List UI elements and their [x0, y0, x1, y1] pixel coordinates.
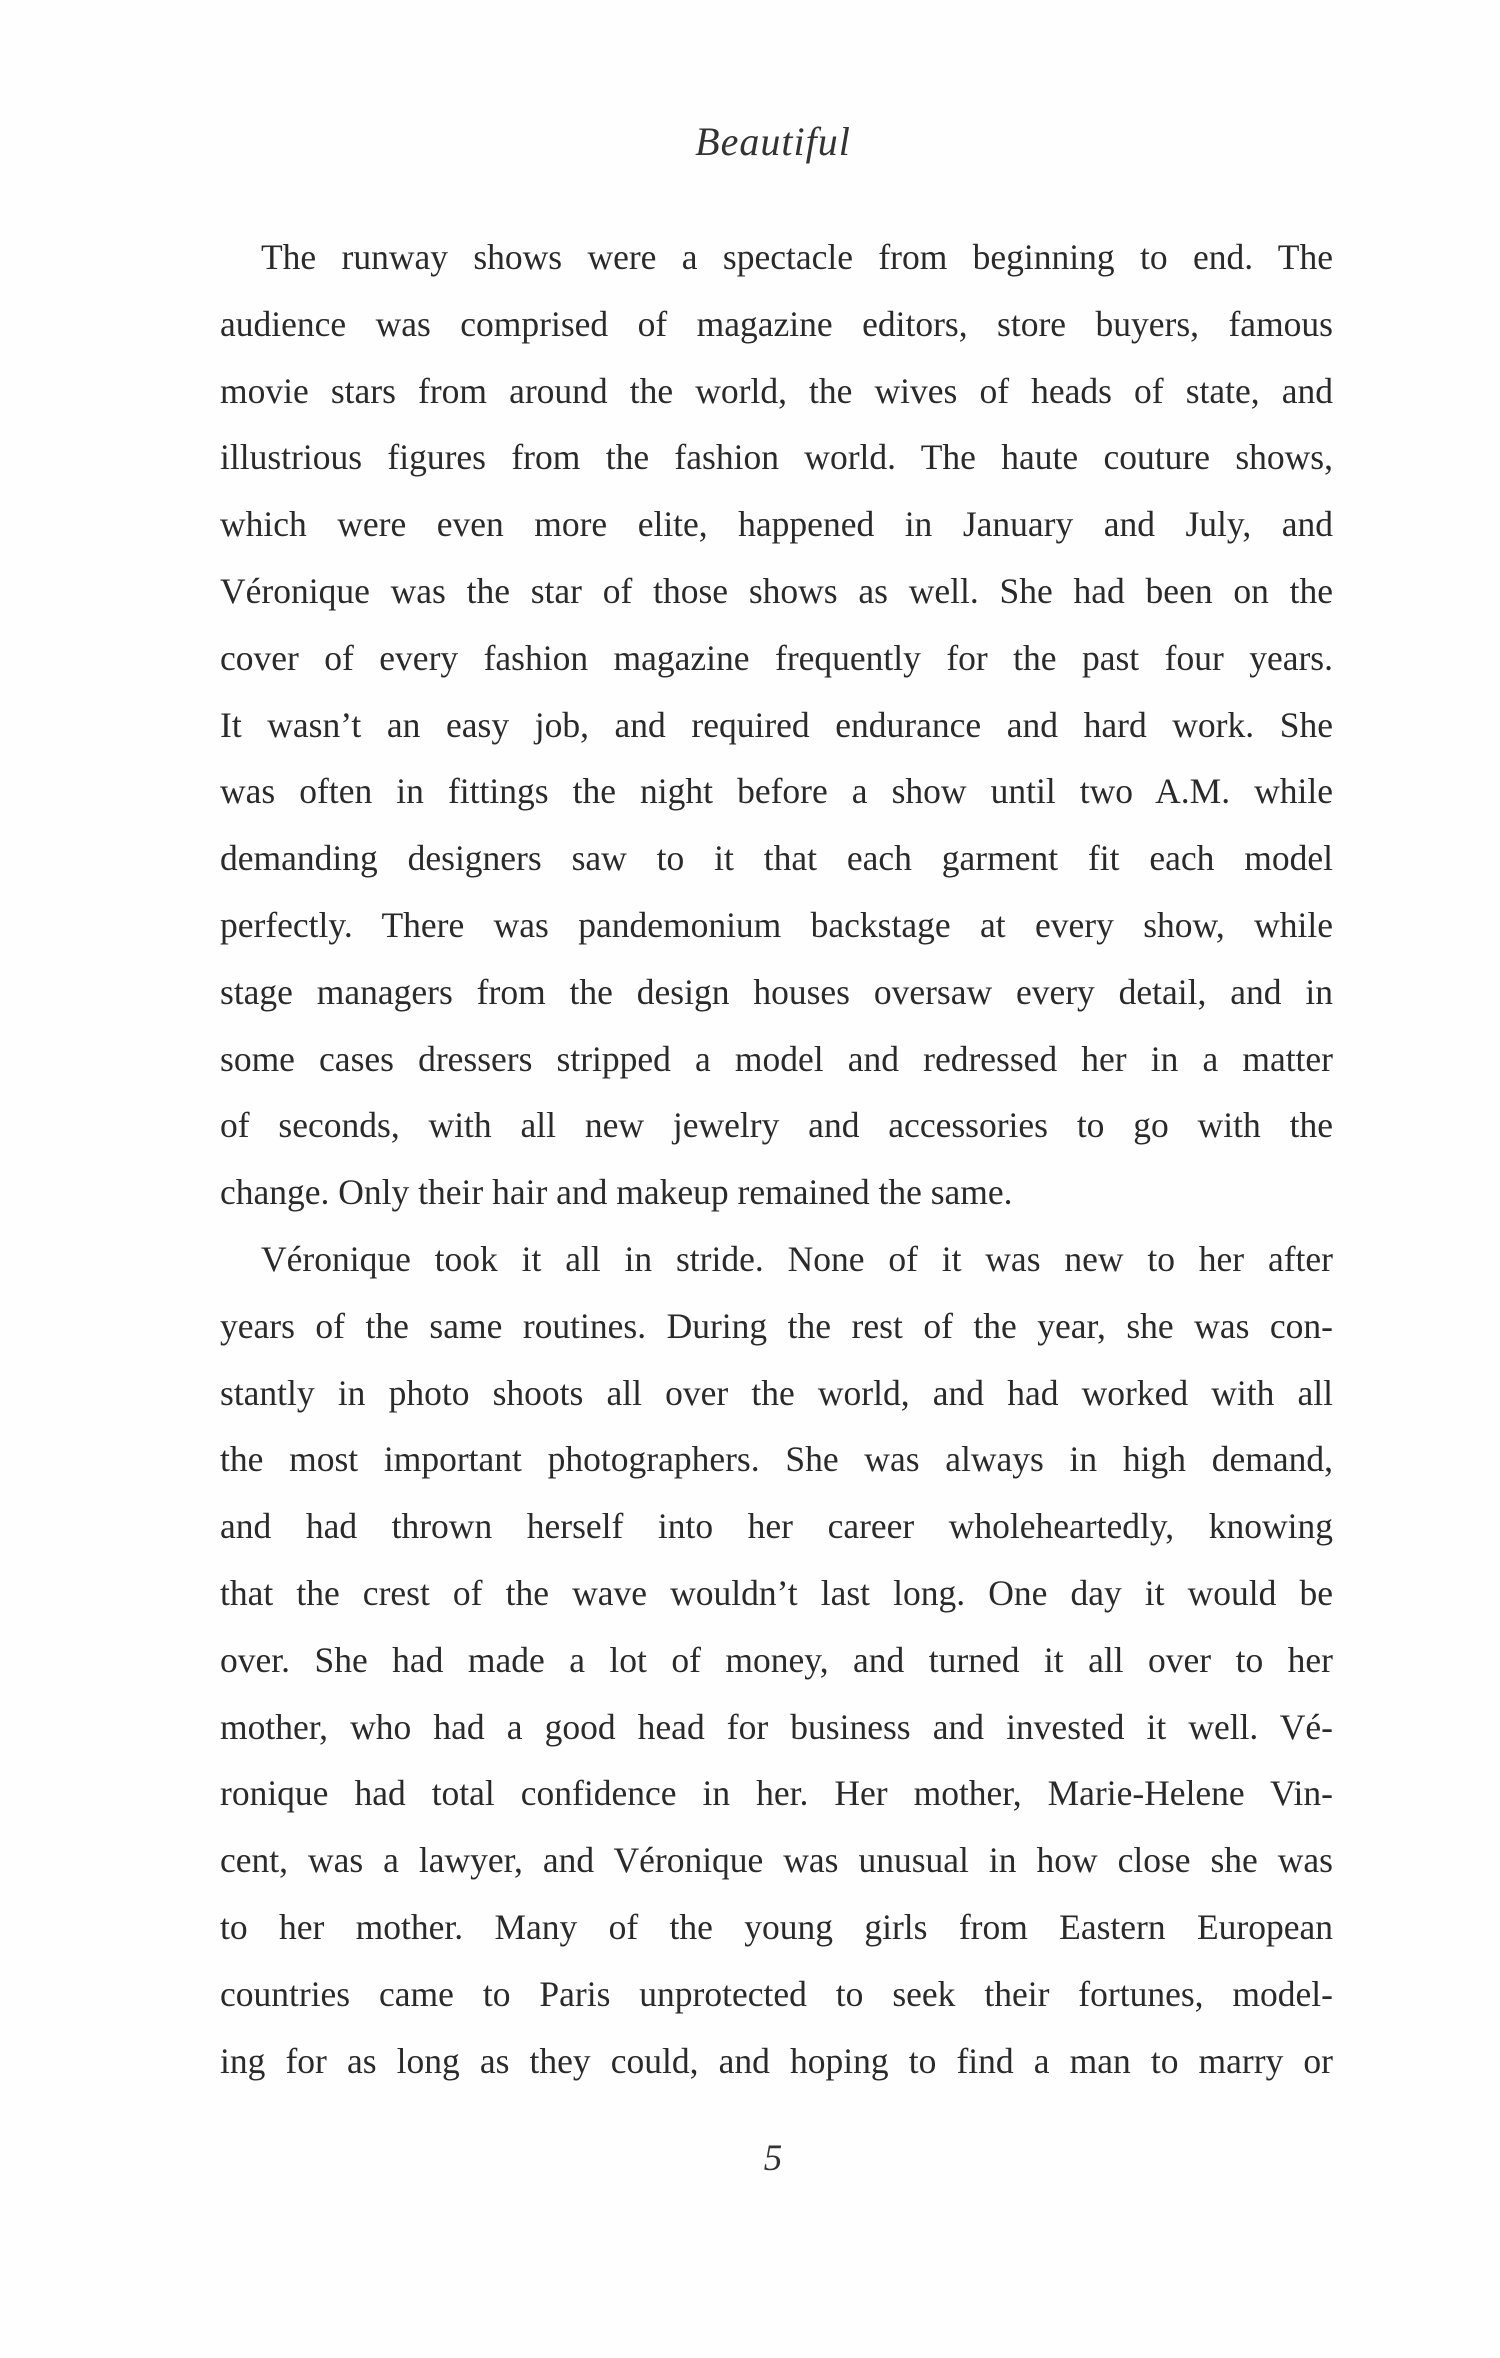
text-line: cover of every fashion magazine frequently for the past four years. [220, 637, 1333, 678]
text-line: movie stars from around the world, the wives of heads of state, and [220, 370, 1333, 411]
text-line: audience was comprised of magazine editors, store buyers, famous [220, 303, 1333, 344]
page-number: 5 [763, 2138, 783, 2179]
text-line: the most important photographers. She was always in high demand, [220, 1439, 1333, 1480]
paragraph-2 [220, 1226, 1333, 2094]
running-head: Beautiful [695, 119, 851, 164]
text-line: was often in fittings the night before a show until two A.M. while [220, 771, 1333, 812]
text-line: perfectly. There was pandemonium backstage at every show, while [220, 904, 1333, 945]
text-line: ing for as long as they could, and hoping to find a man to marry or [220, 2040, 1333, 2081]
text-line: stage managers from the design houses oversaw every detail, and in [220, 971, 1333, 1012]
text-line: stantly in photo shoots all over the world, and had worked with all [220, 1372, 1333, 1413]
text-line: which were even more elite, happened in January and July, and [220, 504, 1333, 545]
text-line: that the crest of the wave wouldn’t last long. One day it would be [220, 1572, 1333, 1613]
text-line: change. Only their hair and makeup remained the same. [220, 1172, 1013, 1213]
text-line: some cases dressers stripped a model and redressed her in a matter [220, 1038, 1333, 1079]
text-line: ronique had total confidence in her. Her mother, Marie-Helene Vin- [220, 1773, 1333, 1814]
text-line: cent, was a lawyer, and Véronique was unusual in how close she was [220, 1840, 1333, 1881]
text-line: The runway shows were a spectacle from beginning to end. The [261, 237, 1333, 277]
text-line: of seconds, with all new jewelry and accessories to go with the [220, 1105, 1333, 1146]
text-line: years of the same routines. During the rest of the year, she was con- [220, 1305, 1333, 1346]
text-line: illustrious figures from the fashion world. The haute couture shows, [220, 437, 1333, 478]
text-line: to her mother. Many of the young girls from Eastern European [220, 1906, 1333, 1947]
text-line: mother, who had a good head for business and invested it well. Vé- [220, 1706, 1333, 1747]
text-line: over. She had made a lot of money, and turned it all over to her [220, 1639, 1333, 1680]
text-line: demanding designers saw to it that each garment fit each model [220, 838, 1333, 879]
text-line: Véronique was the star of those shows as well. She had been on the [220, 570, 1333, 611]
body-text [220, 224, 1333, 2094]
text-line: countries came to Paris unprotected to seek their fortunes, model- [220, 1973, 1333, 2014]
text-line: and had thrown herself into her career wholeheartedly, knowing [220, 1506, 1333, 1547]
text-line: It wasn’t an easy job, and required endurance and hard work. She [220, 704, 1333, 745]
paragraph-1 [220, 224, 1333, 1226]
text-line: Véronique took it all in stride. None of it was new to her after [261, 1238, 1333, 1279]
